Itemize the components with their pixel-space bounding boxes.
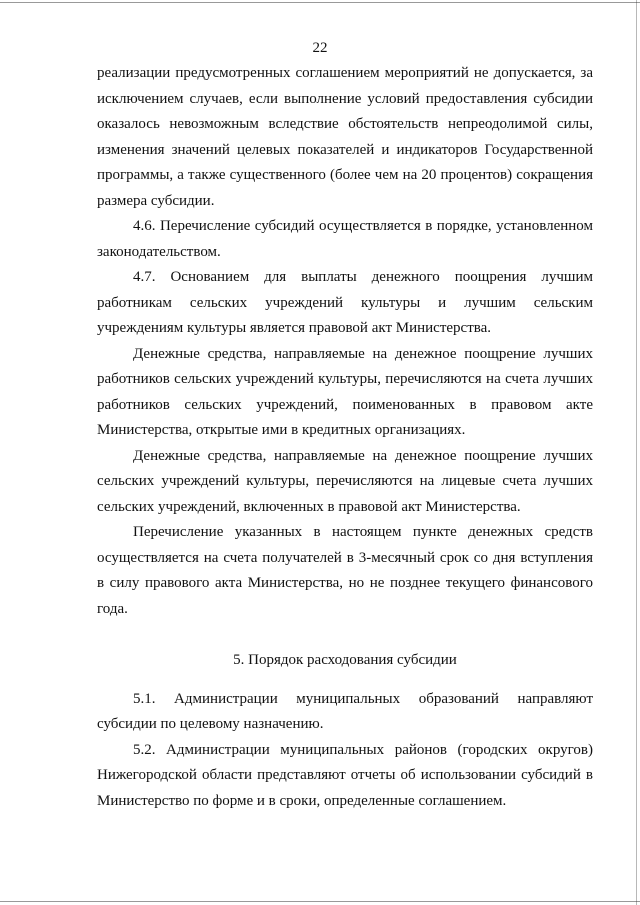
scan-edge-bottom: [0, 901, 640, 902]
paragraph-4-7: 4.7. Основанием для выплаты денежного поощрения лучшим работникам сельских учреждений культуры и лучшим сельским учреждениям культуры является правовой акт Министерства.: [97, 269, 593, 336]
paragraph-transfer-terms: Перечисление указанных в настоящем пункте денежных средств осуществляется на счета получателей в 3-месячный срок со дня вступления в силу правового акта Министерства, но не позднее текущего финансового года.: [97, 524, 593, 617]
paragraph-4-6: 4.6. Перечисление субсидий осуществляется в порядке, установленном законодательством.: [97, 218, 593, 260]
section-title: 5. Порядок расходования субсидии: [233, 652, 457, 668]
paragraph-funds-institutions: Денежные средства, направляемые на денежное поощрение лучших сельских учреждений культуры, перечисляются на лицевые счета лучших сельских учреждений, включенных в правовой акт Министерства.: [97, 447, 593, 515]
page-number: 22: [312, 40, 328, 56]
scan-edge-right: [636, 0, 637, 905]
paragraph-5-1: 5.1. Администрации муниципальных образований направляют субсидии по целевому назначению.: [97, 690, 593, 732]
paragraph-continuation: реализации предусмотренных соглашением мероприятий не допускается, за исключением случаев, если выполнение условий предоставления субсидии оказалось невозможным вследствие обстоятельств непреодолимой силы, изменения значений целевых показателей и индикаторов Государственной программы, а также существенного (более чем на 20 процентов) сокращения размера субсидии.: [97, 65, 593, 209]
paragraph-funds-workers: Денежные средства, направляемые на денежное поощрение лучших работников сельских учреждений культуры, перечисляются на счета лучших работников сельских учреждений, поименованных в правовом акте Министерства, открытые ими в кредитных организациях.: [97, 345, 593, 438]
paragraph-5-2: 5.2. Администрации муниципальных районов (городских округов) Нижегородской области представляют отчеты об использовании субсидий в Министерство по форме и в сроки, определенные соглашением.: [97, 741, 593, 809]
document-body: [97, 61, 593, 814]
scan-edge-top: [0, 2, 640, 3]
